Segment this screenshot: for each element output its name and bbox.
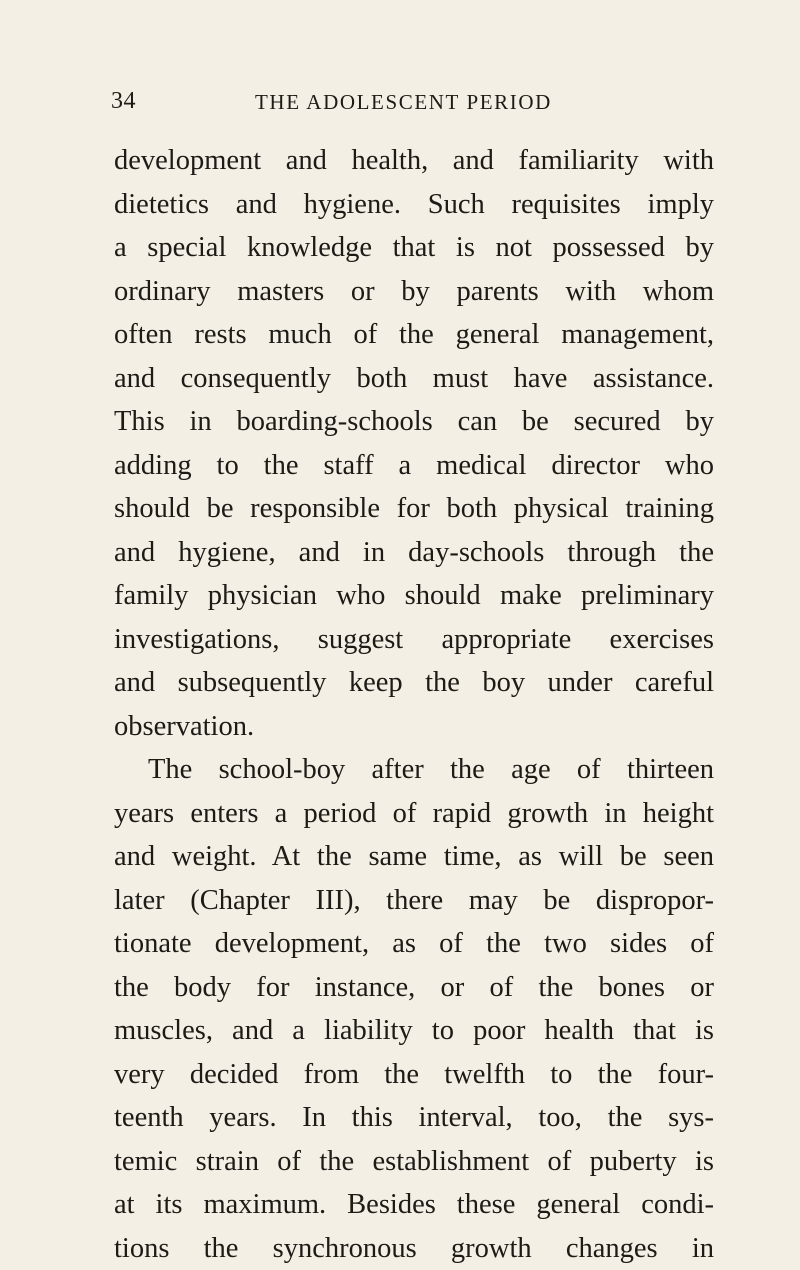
text-line: This in boarding-schools can be secured by: [114, 400, 714, 444]
text-line: investigations, suggest appropriate exercises: [114, 618, 714, 662]
text-line: development and health, and familiarity with: [114, 139, 714, 183]
paragraph-end-line: observation.: [114, 705, 714, 749]
text-line: a special knowledge that is not possessed by: [114, 226, 714, 270]
text-line: years enters a period of rapid growth in height: [114, 792, 714, 836]
page-number: 34: [111, 88, 136, 115]
text-line: at its maximum. Besides these general condi-: [114, 1183, 714, 1227]
text-line: dietetics and hygiene. Such requisites imply: [114, 183, 714, 227]
text-line: and subsequently keep the boy under careful: [114, 661, 714, 705]
paragraph-start-line: The school-boy after the age of thirteen: [114, 748, 714, 792]
text-line: tions the synchronous growth changes in: [114, 1227, 714, 1270]
text-line: ordinary masters or by parents with whom: [114, 270, 714, 314]
text-line: should be responsible for both physical training: [114, 487, 714, 531]
text-line: later (Chapter III), there may be dispropor-: [114, 879, 714, 923]
text-line: muscles, and a liability to poor health that is: [114, 1009, 714, 1053]
text-line: tionate development, as of the two sides of: [114, 922, 714, 966]
text-line: the body for instance, or of the bones or: [114, 966, 714, 1010]
text-line: very decided from the twelfth to the four-: [114, 1053, 714, 1097]
text-line: adding to the staff a medical director who: [114, 444, 714, 488]
text-line: and hygiene, and in day-schools through the: [114, 531, 714, 575]
text-line: temic strain of the establishment of puberty is: [114, 1140, 714, 1184]
text-line: often rests much of the general management,: [114, 313, 714, 357]
body-text: [114, 139, 714, 1270]
running-title: THE ADOLESCENT PERIOD: [255, 90, 552, 115]
text-line: family physician who should make preliminary: [114, 574, 714, 618]
text-line: and consequently both must have assistance.: [114, 357, 714, 401]
text-line: and weight. At the same time, as will be seen: [114, 835, 714, 879]
text-line: teenth years. In this interval, too, the sys-: [114, 1096, 714, 1140]
